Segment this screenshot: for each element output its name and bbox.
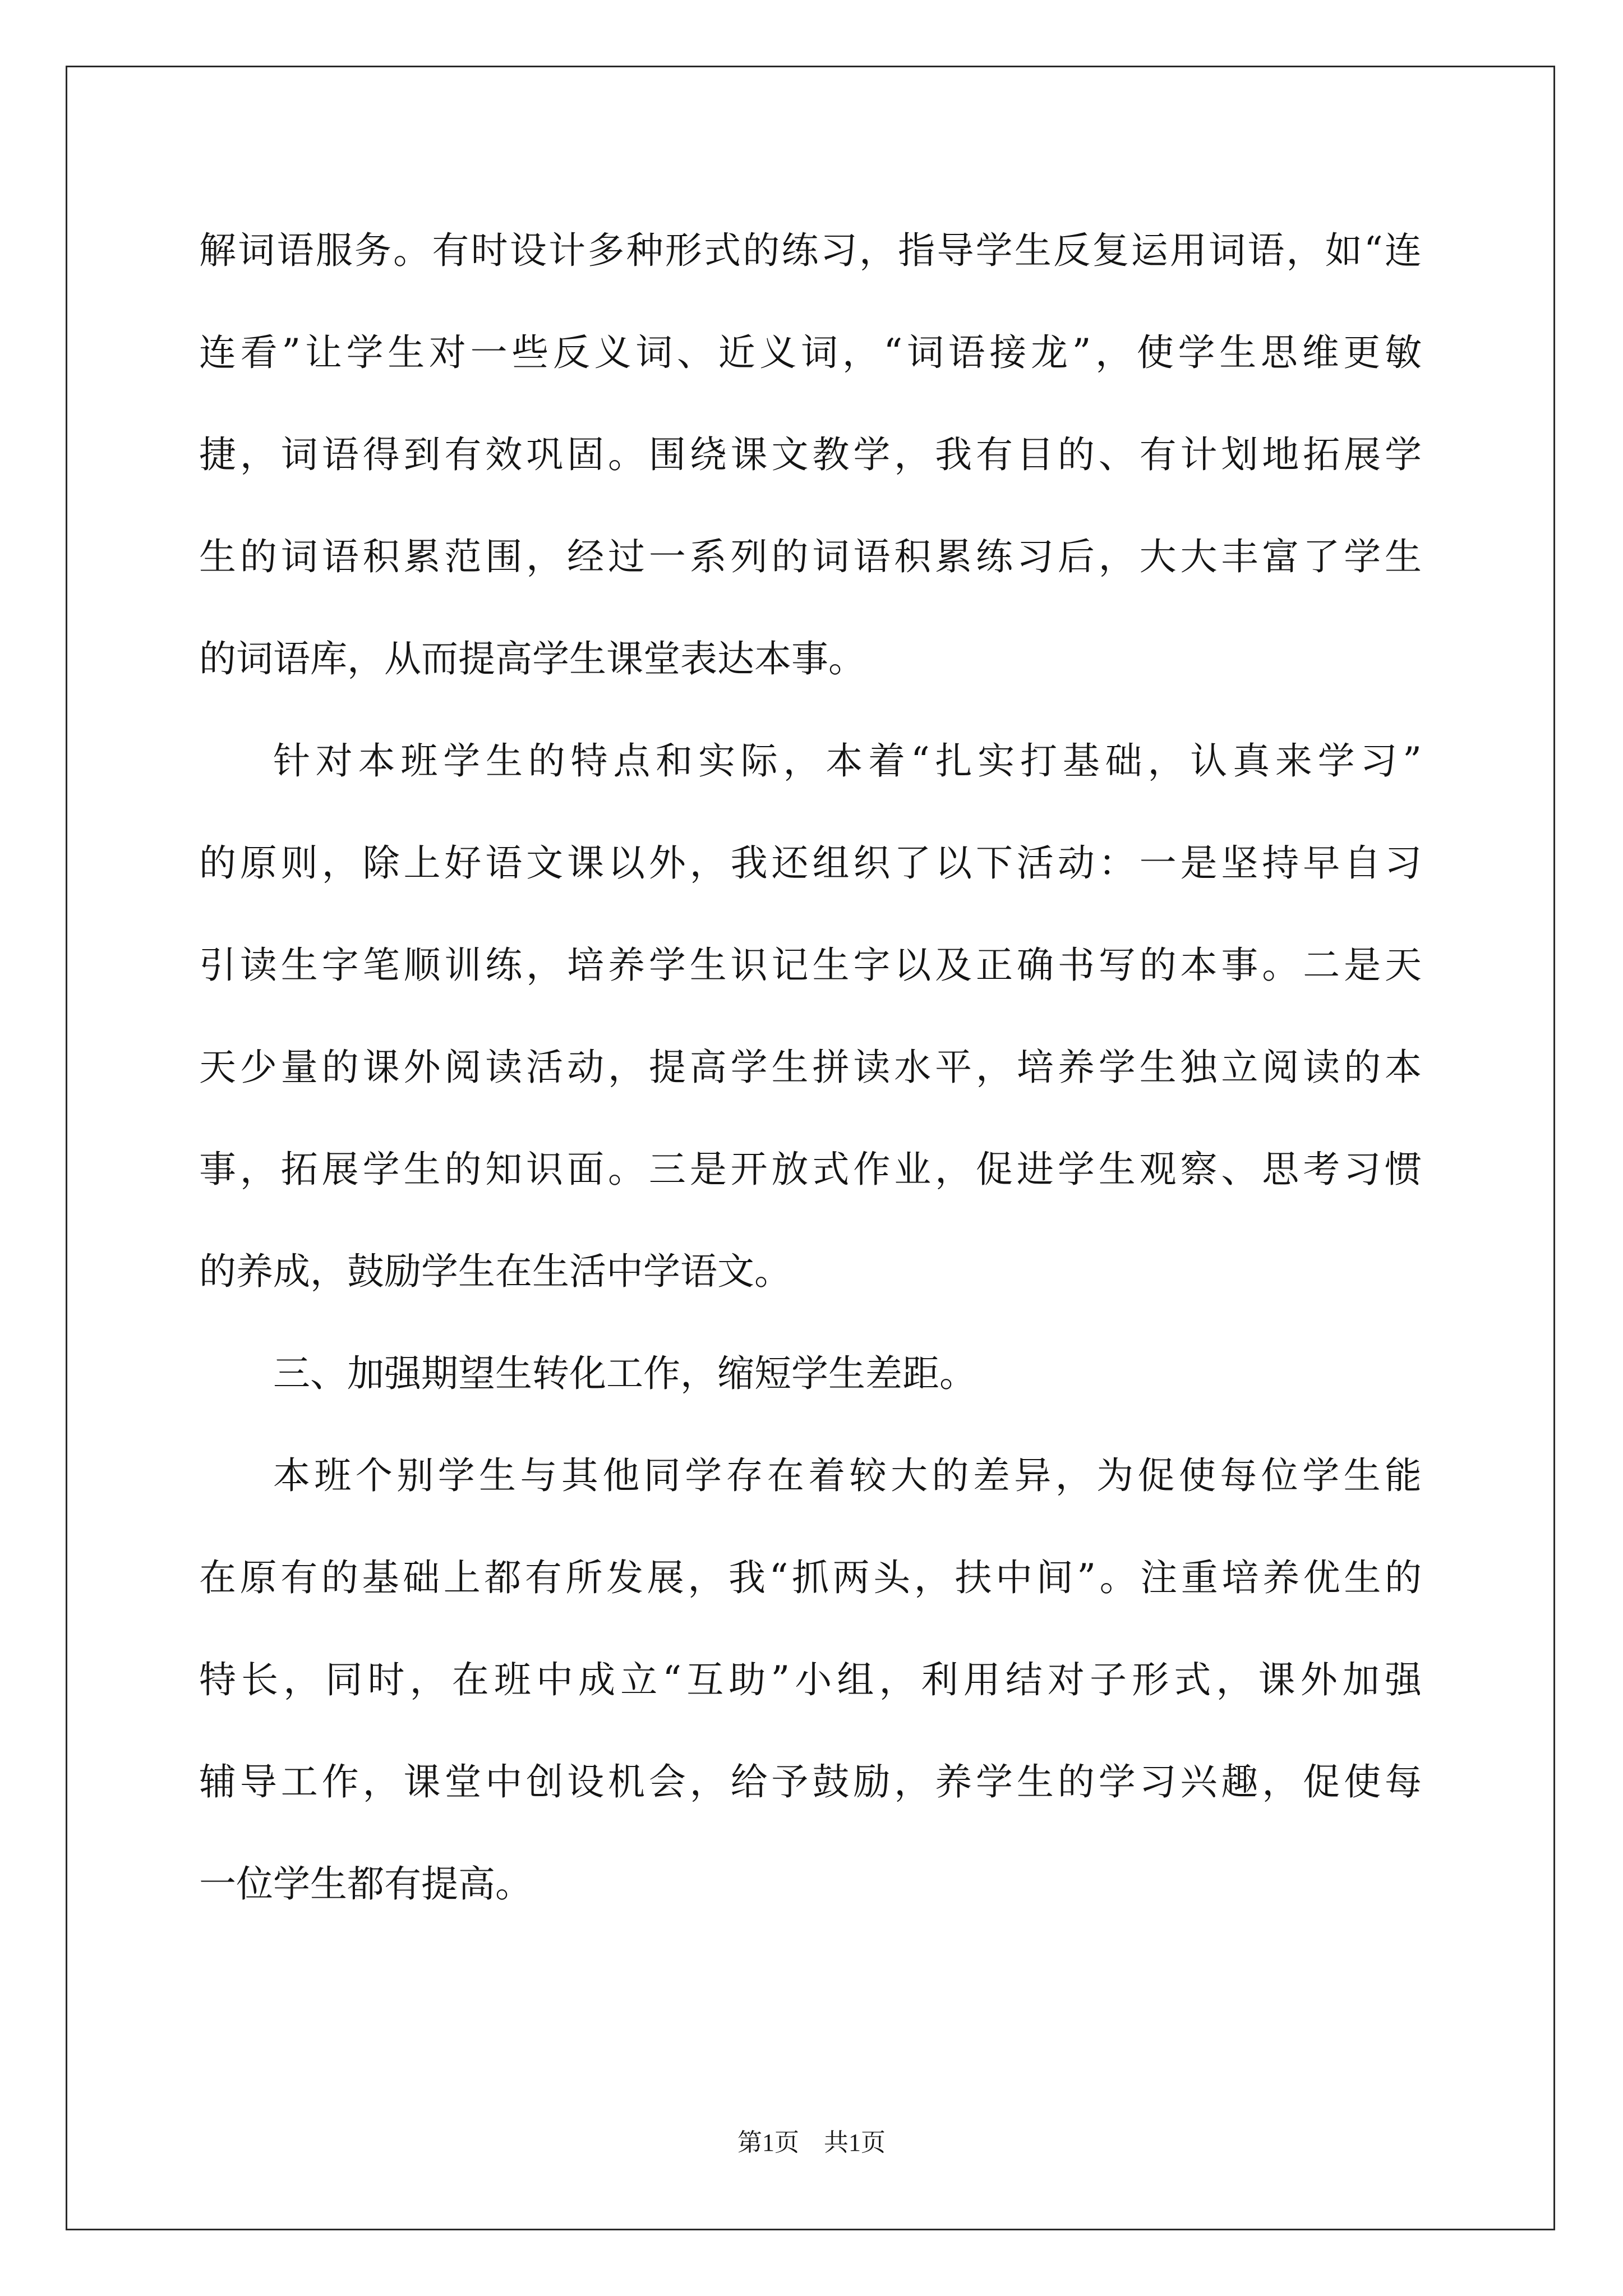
text-line: 生的词语积累范围，经过一系列的词语积累练习后，大大丰富了学生: [199, 535, 1422, 578]
page-footer: 第1页 共1页: [737, 2129, 886, 2156]
text-line: 在原有的基础上都有所发展，我“抓两头，扶中间”。注重培养优生的: [199, 1556, 1422, 1599]
text-line: 的词语库，从而提高学生课堂表达本事。: [199, 637, 865, 680]
text-line: 特长，同时，在班中成立“互助”小组，利用结对子形式，课外加强: [199, 1658, 1422, 1701]
text-line: 解词语服务。有时设计多种形式的练习，指导学生反复运用词语，如“连: [199, 229, 1422, 272]
text-line: 事，拓展学生的知识面。三是开放式作业，促进学生观察、思考习惯: [199, 1148, 1422, 1191]
text-line: 本班个别学生与其他同学存在着较大的差异，为促使每位学生能: [273, 1454, 1422, 1497]
text-line: 针对本班学生的特点和实际，本着“扎实打基础，认真来学习”: [273, 739, 1422, 783]
text-line: 的原则，除上好语文课以外，我还组织了以下活动：一是坚持早自习: [199, 841, 1422, 885]
text-line: 辅导工作，课堂中创设机会，给予鼓励，养学生的学习兴趣，促使每: [199, 1760, 1422, 1803]
text-line: 捷，词语得到有效巩固。围绕课文教学，我有目的、有计划地拓展学: [199, 433, 1422, 476]
text-line: 连看”让学生对一些反义词、近义词，“词语接龙”，使学生思维更敏: [199, 331, 1422, 374]
text-line: 天少量的课外阅读活动，提高学生拼读水平，培养学生独立阅读的本: [199, 1046, 1422, 1089]
document-body: [199, 220, 1422, 1955]
text-line: 一位学生都有提高。: [199, 1862, 532, 1906]
text-line: 三、加强期望生转化工作，缩短学生差距。: [273, 1352, 976, 1395]
text-line: 的养成，鼓励学生在生活中学语文。: [199, 1250, 791, 1293]
text-line: 引读生字笔顺训练，培养学生识记生字以及正确书写的本事。二是天: [199, 944, 1422, 987]
